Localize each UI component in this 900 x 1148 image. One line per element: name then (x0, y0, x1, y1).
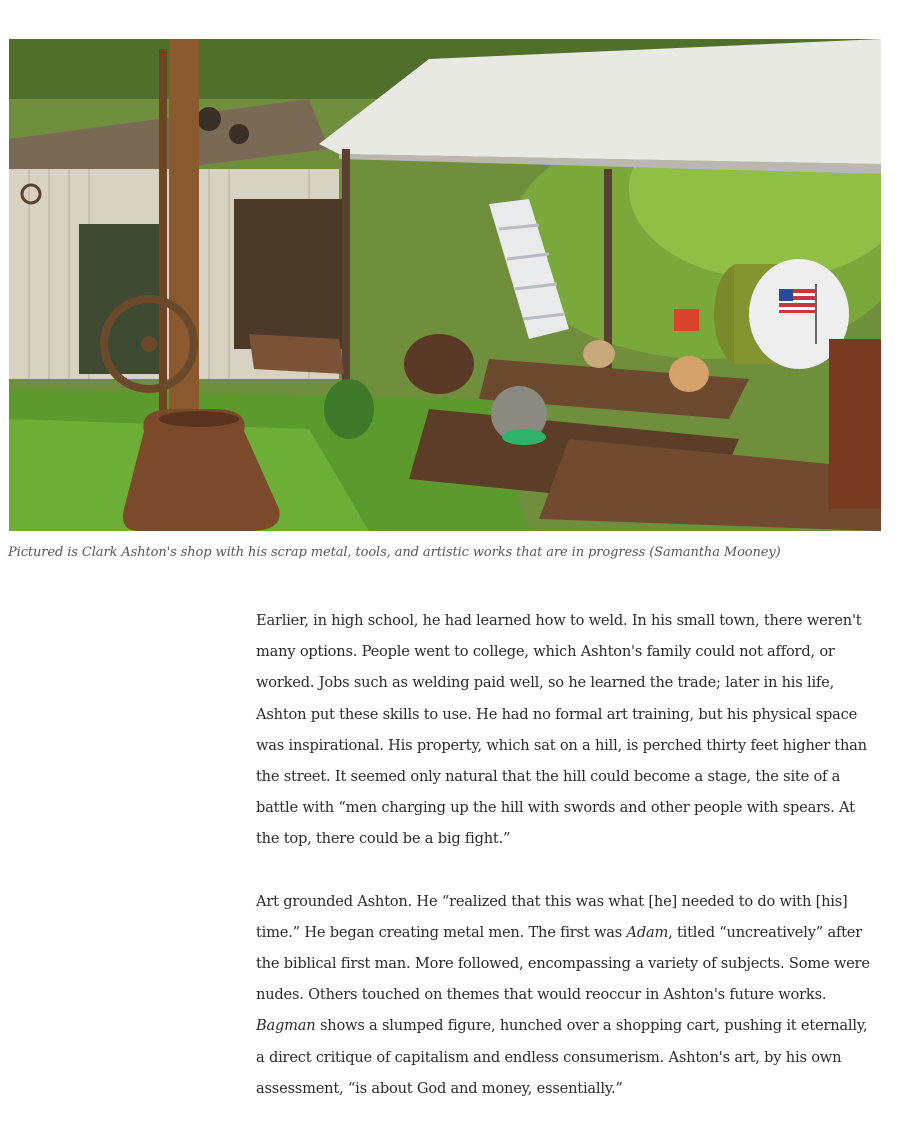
paragraph-2-part-3: shows a slumped figure, hunched over a shopping cart, pushing it eternally, a direct critique of capitalism and endless consumerism. Ashton's art, by his own assessment, “is about God and money, essentially.” (256, 1017, 868, 1097)
photo-caption: Pictured is Clark Ashton's shop with his scrap metal, tools, and artistic works that are in progress (Samantha Mooney) (8, 545, 781, 560)
paragraph-2-part-1: Art grounded Ashton. He “realized that this was what [he] needed to do with [his] time.” He began creating metal men. The first was (256, 892, 848, 941)
article-body (256, 605, 878, 1104)
paragraph-2-part-2: , titled “uncreatively” after the biblical first man. More followed, encompassing a variety of subjects. Some were nudes. Others touched on themes that would reoccur in Ashton's future works. (256, 923, 870, 1004)
workshop-photo-illustration (9, 39, 881, 531)
paragraph-2 (256, 886, 878, 1104)
title-adam: Adam (626, 923, 669, 941)
workshop-photo (9, 39, 881, 531)
paragraph-1: Earlier, in high school, he had learned how to weld. In his small town, there weren't many options. People went to college, which Ashton's family could not afford, or worked. Jobs such as welding paid well, so he learned the trade; later in his life, Ashton put these skills to use. He had no formal art training, but his physical space was inspirational. His property, which sat on a hill, is perched thirty feet higher than the street. It seemed only natural that the hill could become a stage, the site of a battle with “men charging up the hill with swords and other people with spears. At the top, there could be a big fight.” (256, 612, 867, 848)
title-bagman: Bagman (256, 1017, 316, 1035)
